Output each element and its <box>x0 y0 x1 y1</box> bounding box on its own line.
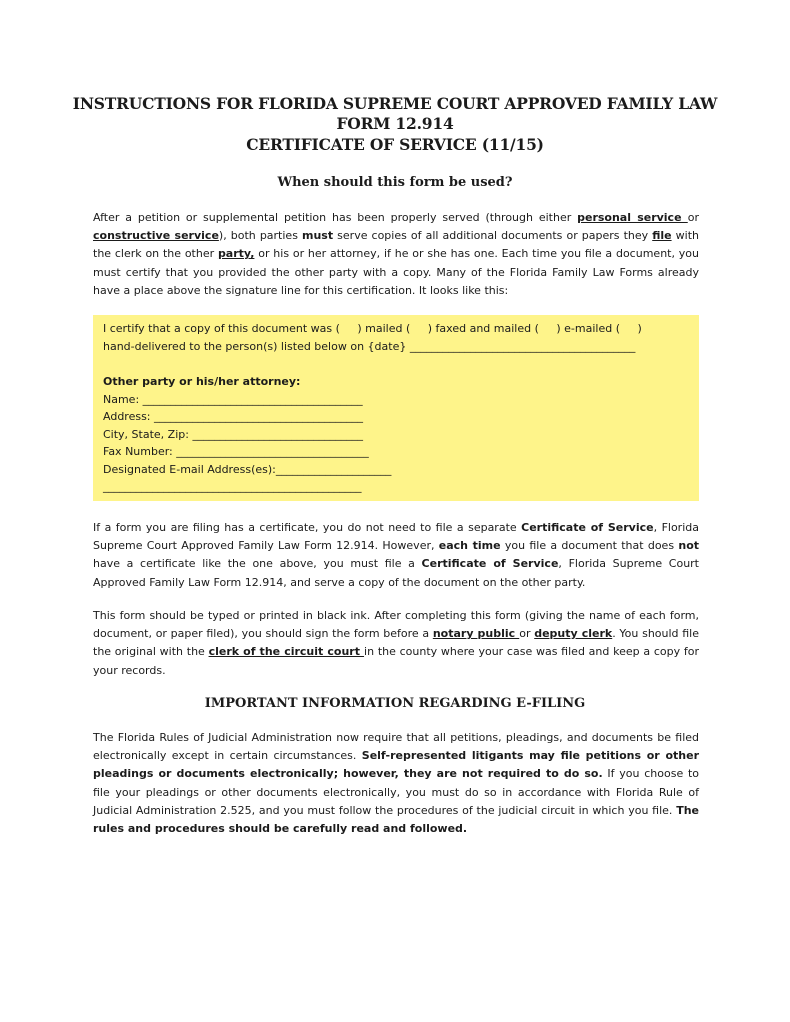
link-constructive-service: constructive service <box>93 229 219 243</box>
link-deputy-clerk: deputy clerk <box>534 627 613 641</box>
text: , Florida Supreme Court Approved Family Law Form 12.914. However, <box>93 521 699 553</box>
text: in the county where your case was filed and keep a copy for your records. <box>93 645 699 677</box>
emphasis-self-represented: Self-represented litigants may file petitions or other pleadings or documents electronically; however, they are not required to do so. <box>93 749 699 781</box>
text: The Florida Rules of Judicial Administration now require that all petitions, pleadings, and documents be filed electronically except in certain circumstances. <box>93 731 699 763</box>
title-line-2: FORM 12.914 <box>336 114 454 133</box>
cert-party-heading: Other party or his/her attorney: <box>103 375 301 388</box>
certificate-example-box <box>93 315 699 501</box>
text: After a petition or supplemental petition has been properly served (through either <box>93 211 578 224</box>
link-notary-public: notary public <box>432 627 520 641</box>
cert-address-field: Address: ______________________________________ <box>103 410 364 423</box>
emphasis-certificate: Certificate of Service <box>521 521 654 534</box>
cert-line-1: I certify that a copy of this document was ( ) mailed ( ) faxed and mailed ( ) e-mailed ( ) <box>103 322 642 335</box>
emphasis-must: must <box>302 229 334 243</box>
text: have a certificate like the one above, you must file a <box>93 557 422 571</box>
link-clerk-of-court: clerk of the circuit court <box>208 645 365 659</box>
text: or <box>687 211 700 224</box>
text: or his or her attorney, if he or she has one. Each time you file a document, you must certify that you provided the other party with a copy. Many of the Florida Family Law Forms already have a place above the signature line for this certification. It looks like this: <box>93 247 699 297</box>
link-personal-service: personal service <box>577 211 688 224</box>
text: with the clerk on the other <box>93 229 699 261</box>
cert-fax-field: Fax Number: ___________________________________ <box>103 445 369 458</box>
text: you file a document that does <box>500 539 679 553</box>
section-heading-when-used: When should this form be used? <box>277 175 513 190</box>
emphasis-rules: The rules and procedures should be carefully read and followed. <box>93 803 699 836</box>
title-line-3: CERTIFICATE OF SERVICE (11/15) <box>246 135 544 154</box>
paragraph-intro <box>93 209 699 300</box>
emphasis-each-time: each time <box>438 539 501 553</box>
title-line-1: INSTRUCTIONS FOR FLORIDA SUPREME COURT APPROVED FAMILY LAW <box>72 94 718 113</box>
text: If a form you are filing has a certificate, you do not need to file a separate <box>93 521 522 534</box>
page-title <box>0 94 790 155</box>
text: If you choose to file your pleadings or other documents electronically, you must do so in accordance with Florida Rule of Judicial Administration 2.525, and you must follow the procedures of the judicial circuit in which you file. <box>93 767 699 817</box>
cert-name-field: Name: ________________________________________ <box>103 393 363 406</box>
cert-email-field: Designated E-mail Address(es):_____________________ <box>103 463 392 476</box>
link-party: party, <box>217 247 255 261</box>
paragraph-certificate-info <box>93 519 699 592</box>
text: ), both parties <box>218 229 302 243</box>
cert-line-2: hand-delivered to the person(s) listed below on {date} _________________________________________ <box>103 340 636 353</box>
cert-blank-line: _______________________________________________ <box>103 480 362 493</box>
paragraph-filing-instructions <box>93 607 699 680</box>
emphasis-not: not <box>678 539 700 553</box>
cert-city-field: City, State, Zip: _______________________________ <box>103 428 363 441</box>
text: serve copies of all additional documents or papers they <box>333 229 653 243</box>
emphasis-certificate: Certificate of Service <box>421 557 559 571</box>
text: , Florida Supreme Court Approved Family Law Form 12.914, and serve a copy of the document on the other party. <box>93 557 699 589</box>
link-file: file <box>652 229 672 243</box>
text: . You should file the original with the <box>93 627 700 659</box>
section-heading-e-filing: IMPORTANT INFORMATION REGARDING E-FILING <box>204 696 586 711</box>
paragraph-e-filing <box>93 729 699 838</box>
text: or <box>519 627 535 641</box>
text: This form should be typed or printed in black ink. After completing this form (giving the name of each form, document, or paper filed), you should sign the form before a <box>93 609 699 641</box>
